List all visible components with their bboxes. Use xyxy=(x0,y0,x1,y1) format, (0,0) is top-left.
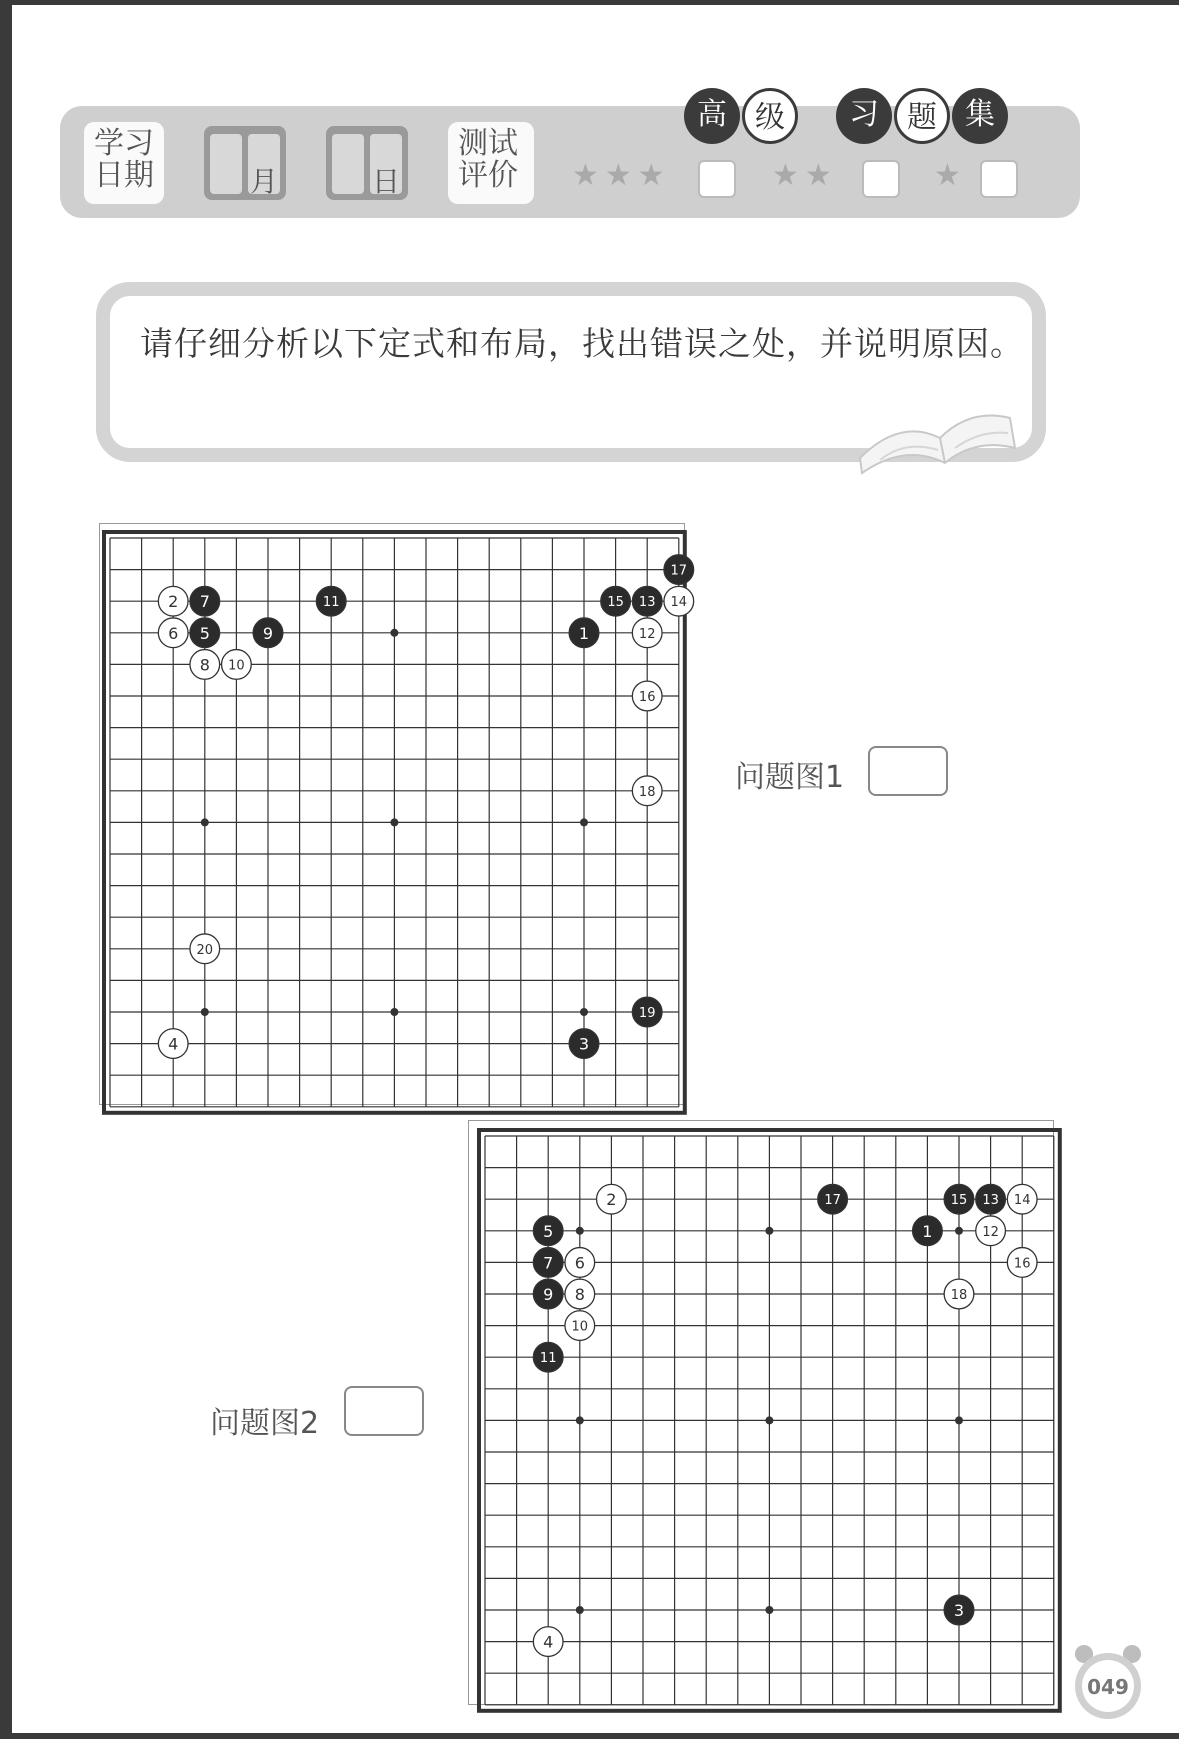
badge-gao: 高 xyxy=(684,88,740,144)
move-number: 6 xyxy=(574,1253,585,1273)
move-number: 2 xyxy=(168,592,179,612)
move-number: 5 xyxy=(543,1221,554,1241)
white-stone-2 xyxy=(597,1184,627,1214)
move-number: 4 xyxy=(168,1034,179,1054)
star-point xyxy=(390,818,398,826)
rating-checkbox-one[interactable] xyxy=(980,160,1018,198)
star-point xyxy=(580,1008,588,1016)
black-stone-15 xyxy=(601,586,631,616)
star-point xyxy=(576,1606,584,1614)
rating-label-box xyxy=(448,122,534,204)
move-number: 1 xyxy=(578,623,590,643)
black-stone-19 xyxy=(632,997,662,1027)
star-point xyxy=(576,1416,584,1424)
white-stone-18 xyxy=(944,1279,974,1309)
star-point xyxy=(201,818,209,826)
white-stone-20 xyxy=(190,934,220,964)
rating-checkbox-three[interactable] xyxy=(698,160,736,198)
black-stone-5 xyxy=(190,618,220,648)
black-stone-11 xyxy=(533,1342,563,1372)
page-edge-bottom xyxy=(0,1733,1179,1739)
move-number: 12 xyxy=(982,1224,999,1240)
move-number: 14 xyxy=(670,595,688,611)
star-point xyxy=(955,1416,963,1424)
move-number: 6 xyxy=(168,623,179,643)
move-number: 18 xyxy=(950,1288,968,1303)
star-point xyxy=(576,1227,584,1235)
move-number: 11 xyxy=(539,1351,557,1367)
instruction-text: 请仔细分析以下定式和布局，找出错误之处，并说明原因。 xyxy=(140,324,1024,363)
white-stone-4 xyxy=(533,1627,563,1657)
black-stone-15 xyxy=(944,1184,974,1214)
white-stone-8 xyxy=(565,1279,595,1309)
move-number: 15 xyxy=(607,595,624,611)
problem-2-board-svg xyxy=(469,1121,1053,1704)
move-number: 10 xyxy=(571,1319,589,1335)
black-stone-13 xyxy=(976,1184,1006,1214)
page-edge-top xyxy=(0,0,1179,5)
page-number-badge xyxy=(1070,1640,1146,1720)
star-point xyxy=(765,1416,773,1424)
black-stone-17 xyxy=(818,1184,848,1214)
star-point xyxy=(390,629,398,637)
move-number: 17 xyxy=(824,1193,841,1209)
move-number: 3 xyxy=(953,1601,965,1620)
black-stone-9 xyxy=(253,618,283,648)
problem-1-answer-box[interactable] xyxy=(868,746,948,796)
move-number: 16 xyxy=(638,690,656,705)
move-number: 20 xyxy=(196,942,214,958)
problem-1-label: 问题图1 xyxy=(735,760,845,795)
day-slot[interactable] xyxy=(326,126,408,200)
badge-xi: 习 xyxy=(836,88,892,144)
white-stone-12 xyxy=(632,618,662,648)
white-stone-6 xyxy=(158,618,188,648)
move-number: 8 xyxy=(199,655,210,675)
day-label: 日 xyxy=(371,165,400,198)
move-number: 9 xyxy=(543,1285,554,1304)
move-number: 16 xyxy=(1013,1256,1031,1272)
star-point xyxy=(580,818,588,826)
move-number: 5 xyxy=(199,623,210,643)
star-point xyxy=(955,1227,963,1235)
move-number: 1 xyxy=(922,1221,933,1241)
black-stone-3 xyxy=(944,1595,974,1625)
page-number: 049 xyxy=(1087,1675,1129,1699)
move-number: 8 xyxy=(574,1285,585,1304)
white-stone-14 xyxy=(664,586,694,616)
white-stone-10 xyxy=(222,650,252,680)
star-point xyxy=(201,1008,209,1016)
move-number: 7 xyxy=(543,1253,554,1273)
black-stone-7 xyxy=(190,586,220,616)
badge-ji: 级 xyxy=(742,88,798,144)
move-number: 7 xyxy=(199,592,210,612)
move-number: 4 xyxy=(543,1632,554,1652)
study-date-label: 学习日期 xyxy=(94,126,154,193)
problem-2-label: 问题图2 xyxy=(210,1406,320,1441)
white-stone-6 xyxy=(565,1248,595,1278)
move-number: 18 xyxy=(638,784,656,800)
move-number: 15 xyxy=(950,1193,968,1209)
stars-one: ★ xyxy=(934,158,967,193)
white-stone-16 xyxy=(632,681,662,711)
black-stone-9 xyxy=(533,1279,563,1309)
month-label: 月 xyxy=(249,165,278,198)
black-stone-11 xyxy=(316,586,346,616)
problem-1-board xyxy=(99,523,688,1105)
white-stone-18 xyxy=(632,776,662,806)
rating-checkbox-two[interactable] xyxy=(862,160,900,198)
white-stone-10 xyxy=(565,1311,595,1341)
black-stone-13 xyxy=(632,586,662,616)
move-number: 10 xyxy=(228,658,245,674)
move-number: 13 xyxy=(982,1193,999,1209)
badge-ti: 题 xyxy=(894,88,950,144)
move-number: 17 xyxy=(670,563,688,579)
move-number: 19 xyxy=(638,1006,656,1021)
black-stone-17 xyxy=(664,555,694,585)
white-stone-14 xyxy=(1007,1184,1037,1214)
move-number: 3 xyxy=(578,1034,590,1054)
problem-2-answer-box[interactable] xyxy=(344,1386,424,1436)
black-stone-1 xyxy=(569,618,599,648)
move-number: 2 xyxy=(606,1190,617,1210)
white-stone-16 xyxy=(1007,1248,1037,1278)
star-point xyxy=(765,1227,773,1235)
black-stone-7 xyxy=(533,1248,563,1278)
move-number: 13 xyxy=(638,595,656,611)
problem-1-board-svg xyxy=(100,524,688,1104)
star-point xyxy=(765,1606,773,1614)
move-number: 9 xyxy=(262,623,274,643)
rating-label: 测试评价 xyxy=(458,126,518,193)
black-stone-5 xyxy=(533,1216,563,1246)
badge-ji-set: 集 xyxy=(952,88,1008,144)
book-icon xyxy=(850,378,1020,478)
star-point xyxy=(390,1008,398,1016)
month-slot[interactable] xyxy=(204,126,286,200)
white-stone-12 xyxy=(976,1216,1006,1246)
problem-2-board xyxy=(468,1120,1054,1705)
move-number: 11 xyxy=(322,595,340,611)
stars-three: ★★★ xyxy=(572,158,671,193)
white-stone-8 xyxy=(190,650,220,680)
move-number: 14 xyxy=(1013,1193,1031,1209)
study-date-label-box xyxy=(84,122,164,204)
move-number: 12 xyxy=(638,626,656,642)
white-stone-4 xyxy=(158,1029,188,1059)
black-stone-1 xyxy=(913,1216,943,1246)
black-stone-3 xyxy=(569,1029,599,1059)
page-edge-left xyxy=(0,0,12,1739)
white-stone-2 xyxy=(158,586,188,616)
stars-two: ★★ xyxy=(772,158,838,193)
